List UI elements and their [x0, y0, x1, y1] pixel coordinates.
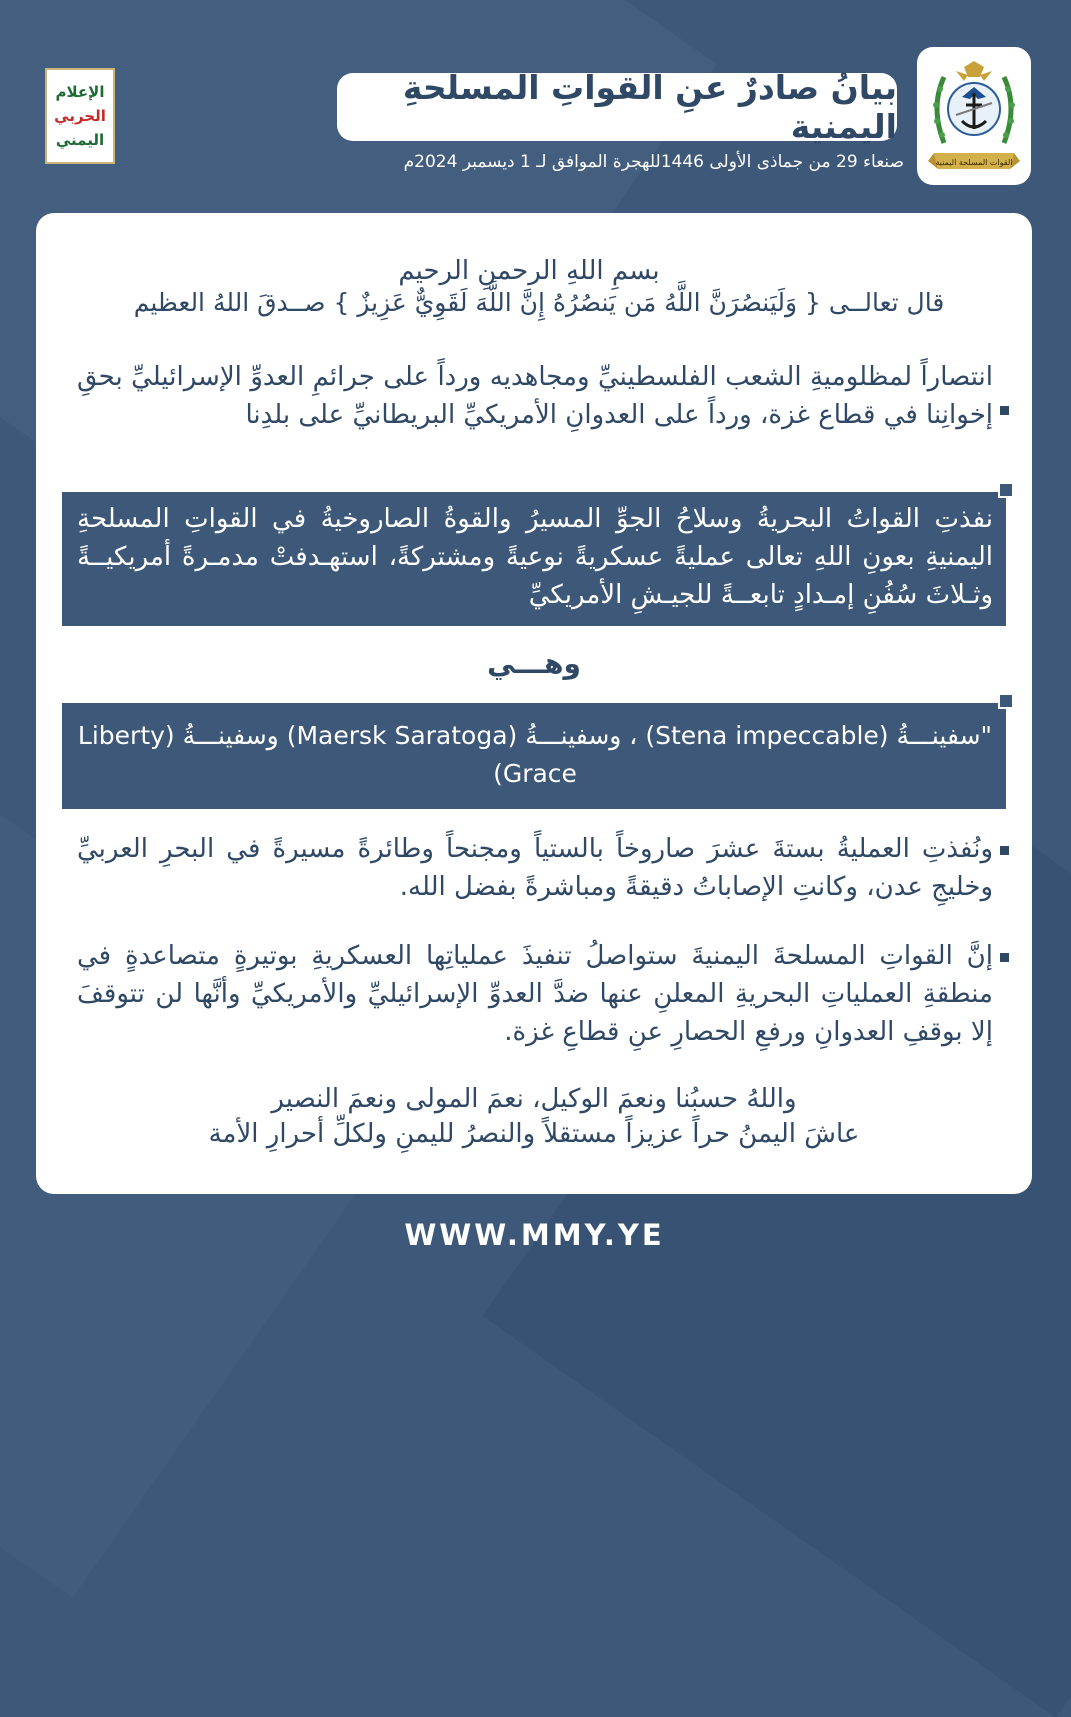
statement-date: صنعاء 29 من جماذى الأولى 1446للهجرة الموافق لـ 1 ديسمبر 2024م	[404, 152, 905, 172]
armed-forces-emblem	[918, 47, 1032, 185]
paragraph-2: نفذتِ القواتُ البحريةُ وسلاحُ الجوِّ المسيرُ والقوةُ الصاروخيةُ في القواتِ المسلحةِ اليمنيةِ بعونِ اللهِ تعالى عمليةً عسكريةً نوعيةً ومشتركةً، استهـدفتْ مدمـرةً أمريكيــةً وثـلاثَ سُفُنِ إمـدادٍ تابعــةً للجيـشِ الأمريكيِّ	[78, 504, 994, 610]
statement-title: بيانُ صادرٌ عنِ القواتِ المسلحةِ اليمنية	[338, 73, 898, 141]
basmala: بسمِ اللهِ الرحمنِ الرحيم	[399, 256, 661, 286]
emblem-icon	[927, 57, 1023, 175]
closing-line-1: واللهُ حسبُنا ونعمَ الوكيل، نعمَ المولى ونعمَ النصير	[272, 1084, 798, 1114]
military-media-logo	[46, 68, 116, 164]
logo-line: الحربي	[55, 107, 107, 125]
logo-line: اليمني	[56, 131, 106, 149]
and-they-are-heading: وهـــي	[488, 647, 582, 680]
paragraph-3: ونُفذتِ العمليةُ بستةَ عشرَ صاروخاً بالستياً ومجنحاً وطائرةً مسيرةً في البحرِ العربيِّ وخليجِ عدن، وكانتِ الإصاباتُ دقيقةً ومباشرةً بفضل الله.	[78, 834, 994, 902]
bullet-marker	[1001, 953, 1010, 962]
paragraph-1: انتصاراً لمظلوميةِ الشعب الفلسطينيِّ ومجاهديه ورداً على جرائمِ العدوِّ الإسرائيليِّ بحقِ إخوانِنا في قطاع غزة، ورداً على العدوانِ الأمريكيِّ البريطانيِّ على بلدِنا	[78, 362, 994, 430]
logo-line: الإعلام	[56, 83, 106, 101]
website-url[interactable]: WWW.MMY.YE	[405, 1218, 666, 1252]
bullet-marker	[1001, 846, 1010, 855]
paragraph-4: إنَّ القواتِ المسلحةَ اليمنيةَ ستواصلُ تنفيذَ عملياتِها العسكريةِ بوتيرةٍ متصاعدةٍ في منطقةِ العملياتِ البحريةِ المعلنِ عنها ضدَّ العدوِّ الإسرائيليِّ والأمريكيِّ وأنَّها لن تتوقفَ إلا بوقفِ العدوانِ ورفعِ الحصارِ عنِ قطاعِ غزة.	[78, 941, 994, 1047]
square-marker	[999, 482, 1015, 498]
square-marker	[999, 693, 1015, 709]
quran-verse: قال تعالــى { وَلَيَنصُرَنَّ اللَّهُ مَن يَنصُرُهُ إِنَّ اللَّهَ لَقَوِيٌّ عَزِيزٌ } صــدقَ اللهُ العظيم	[134, 288, 946, 317]
bullet-marker	[1001, 406, 1010, 415]
closing-line-2: عاشَ اليمنُ حراً عزيزاً مستقلاً والنصرُ لليمنِ ولكلِّ أحرارِ الأمة	[209, 1119, 861, 1149]
emblem-label: القوات المسلحة اليمنية	[936, 158, 1014, 167]
ships-list: "سفينـــةُ (Stena impeccable) ، وسفينـــةُ (Maersk Saratoga) وسفينـــةُ (Liberty Grace)	[78, 721, 994, 788]
